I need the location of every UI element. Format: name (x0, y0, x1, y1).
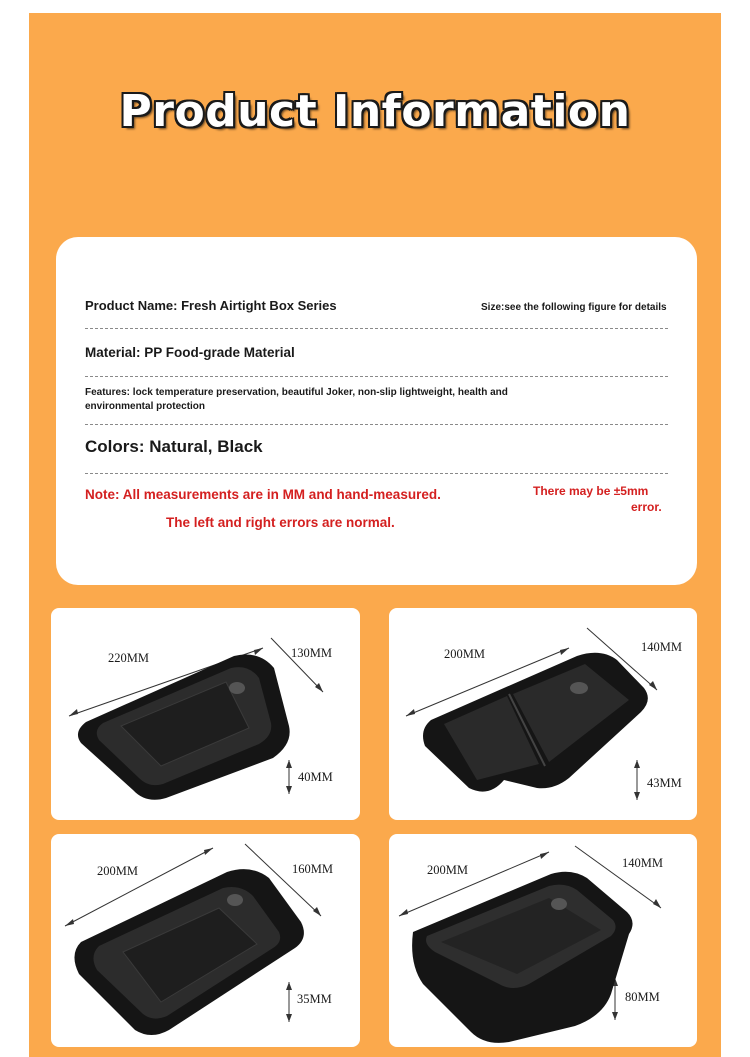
height-label: 80MM (625, 990, 660, 1004)
note-text-line1: Note: All measurements are in MM and hand-measured. (85, 487, 441, 502)
length-label: 200MM (427, 863, 468, 877)
height-label: 35MM (297, 992, 332, 1006)
product-photo-4 (389, 834, 697, 1047)
height-label: 40MM (298, 770, 333, 784)
length-label: 200MM (97, 864, 138, 878)
width-label: 140MM (641, 640, 682, 654)
product-photo-1 (51, 608, 360, 820)
width-label: 130MM (291, 646, 332, 660)
divider (85, 328, 668, 329)
size-note: Size:see the following figure for details (481, 302, 667, 313)
note-text-line2: The left and right errors are normal. (166, 515, 395, 530)
colors-text: Colors: Natural, Black (85, 437, 263, 456)
divider (85, 376, 668, 377)
divider (85, 424, 668, 425)
length-label: 220MM (108, 651, 149, 665)
width-label: 140MM (622, 856, 663, 870)
product-photo-2 (389, 608, 697, 820)
error-text-line2: error. (631, 500, 662, 514)
page-title: Product Information (119, 86, 631, 137)
product-name: Product Name: Fresh Airtight Box Series (85, 298, 337, 313)
divider (85, 473, 668, 474)
tray-image-1 (51, 608, 360, 820)
material-text: Material: PP Food-grade Material (85, 345, 295, 360)
width-label: 160MM (292, 862, 333, 876)
length-label: 200MM (444, 647, 485, 661)
height-label: 43MM (647, 776, 682, 790)
features-text-line2: environmental protection (85, 401, 206, 412)
features-text-line1: Features: lock temperature preservation, beautiful Joker, non-slip lightweight, health and (85, 387, 508, 398)
error-text-line1: There may be ±5mm (533, 484, 649, 498)
info-card (56, 237, 697, 585)
product-photo-3 (51, 834, 360, 1047)
